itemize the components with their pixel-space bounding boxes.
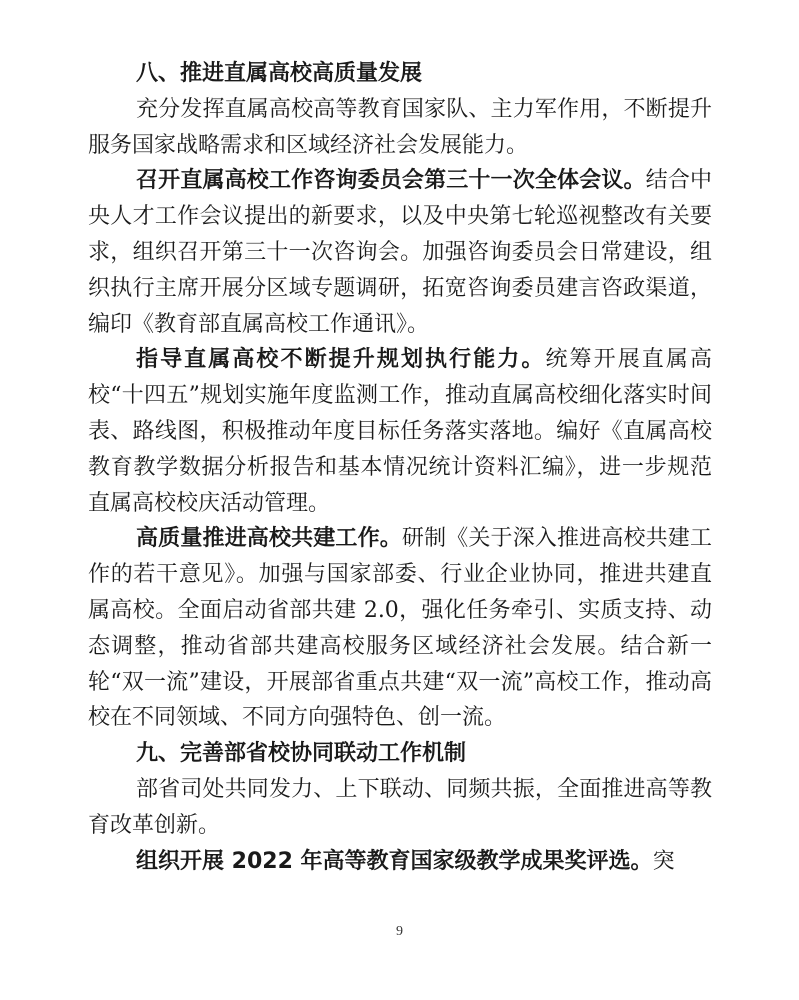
paragraph-lead: 组织开展 2022 年高等教育国家级教学成果奖评选。: [136, 848, 653, 874]
paragraph-text: 突: [652, 848, 675, 874]
paragraph-text: 结合中央人才工作会议提出的新要求，以及中央第七轮巡视整改有关要求，组织召开第三十一次咨询会。加强咨询委员会日常建设，组织执行主席开展分区域专题调研，拓宽咨询委员建言咨政渠道，编印《教育部直属高校工作通讯》。: [88, 168, 712, 337]
page-number: 9: [396, 924, 403, 939]
paragraph-co-construction: [88, 521, 712, 736]
paragraph-lead: 高质量推进高校共建工作。: [136, 526, 402, 552]
paragraph-text: 研制《关于深入推进高校共建工作的若干意见》。加强与国家部委、行业企业协同，推进共建直属高校。全面启动省部共建 2.0，强化任务牵引、实质支持、动态调整，推动省部共建高校服务区域经济社会发展。结合新一轮“双一流”建设，开展部省重点共建“双一流”高校工作，推动高校在不同领域、不同方向强特色、创一流。: [88, 526, 712, 731]
paragraph-text: 部省司处共同发力、上下联动、同频共振，全面推进高等教育改革创新。: [88, 776, 712, 838]
paragraph-intro-9: [88, 772, 712, 844]
document-page: [88, 56, 712, 879]
paragraph-text: 统筹开展直属高校“十四五”规划实施年度监测工作，推动直属高校细化落实时间表、路线图，积极推动年度目标任务落实落地。编好《直属高校教育教学数据分析报告和基本情况统计资料汇编》，进一步规范直属高校校庆活动管理。: [88, 347, 712, 516]
section-heading-9: 九、完善部省校协同联动工作机制: [136, 741, 467, 767]
paragraph-lead: 指导直属高校不断提升规划执行能力。: [136, 347, 546, 373]
paragraph-teaching-awards: [88, 844, 712, 880]
section-heading-8: 八、推进直属高校高质量发展: [136, 61, 423, 86]
paragraph-intro-8: [88, 92, 712, 164]
paragraph-lead: 召开直属高校工作咨询委员会第三十一次全体会议。: [136, 168, 646, 194]
paragraph-advisory-committee: [88, 163, 712, 342]
paragraph-planning-execution: [88, 342, 712, 521]
paragraph-text: 充分发挥直属高校高等教育国家队、主力军作用，不断提升服务国家战略需求和区域经济社会发展能力。: [88, 96, 712, 158]
